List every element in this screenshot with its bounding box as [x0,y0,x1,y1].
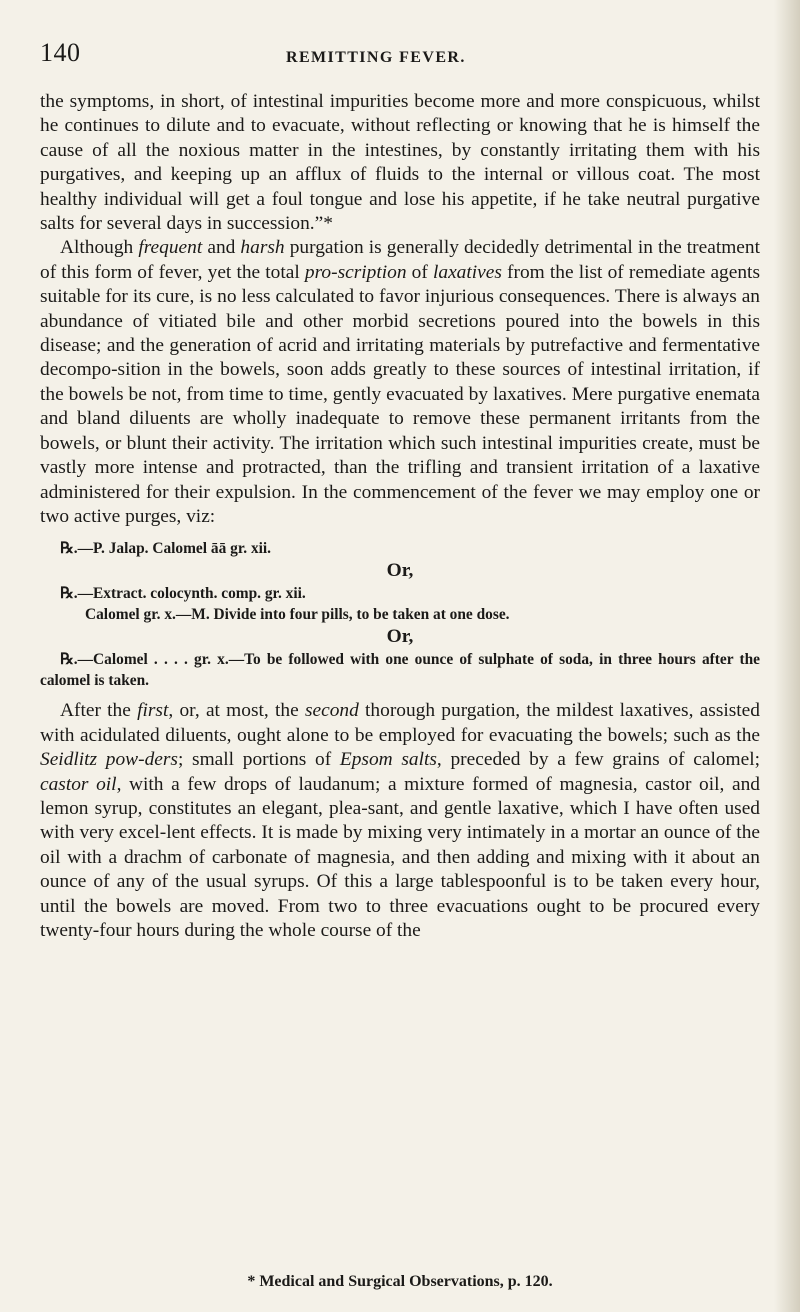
emphasis-first: first [137,700,169,722]
text-run: ; small portions of [177,749,340,771]
emphasis-laxatives: laxatives [432,261,502,283]
or-separator-2: Or, [386,626,414,648]
emphasis-second: second [304,700,359,722]
text-run: from the list of remediate agents suitable for its cure, is no less calculated to favor injurious consequences. There is always an abundance of vitiated bile and other morbid secretions poured into the bowels in this disease; and the generation of acrid and irritating materials by putrefactive and fermentative decompo-sition in the bowels, soon adds greatly to these sources of intestinal irritation, if the bowels be not, from time to time, gently evacuated by laxatives. Mere purgative enemata and bland diluents are wholly inadequate to remove these permanent irritants from the bowels, or blunt their activity. The irritation which such intestinal impurities create, must be vastly more intense and protracted, than the trifling and transient irritation of a laxative administered for their expulsion. In the commencement of the fever we may employ one or two active purges, viz: [40,261,760,527]
prescription-2-line-1: ℞.—Extract. colocynth. comp. gr. xii. [60,585,306,603]
paragraph-2 [40,236,760,529]
emphasis-proscription: pro-scription [304,261,407,283]
text-run: thorough purgation, the mildest laxatives, assisted with acidulated diluents, ought alone to be employed for evacuating the bowels; such as the [40,700,760,746]
text-run: After the [60,700,138,722]
text-run: purgation is generally decidedly detrimental in the treatment of this form of fever, yet the total [40,237,760,283]
body-text [40,90,760,943]
running-head: REMITTING FEVER. [286,49,466,66]
or-separator-1: Or, [386,560,414,582]
emphasis-frequent: frequent [138,237,203,259]
paragraph-1: the symptoms, in short, of intestinal impurities become more and more conspicuous, whilst he continues to dilute and to evacuate, without reflecting or knowing that he is himself the cause of all the noxious matter in the intestines, by constantly irritating them with his purgatives, and keeping up an afflux of fluids to the internal or villous coat. The most healthy individual will get a foul tongue and lose his appetite, if he take neutral purgative salts for several days in succession.”* [40,91,760,235]
paragraph-3 [40,699,760,943]
emphasis-seidlitz-powders: Seidlitz pow-ders [40,749,178,771]
text-run: of [406,261,433,283]
prescription-3: ℞.—Calomel . . . . gr. x.—To be followed with one ounce of sulphate of soda, in three hours after the calomel is taken. [40,651,760,690]
prescription-1: ℞.—P. Jalap. Calomel āā gr. xii. [60,540,272,558]
page-edge-shadow [774,0,800,1312]
emphasis-epsom-salts: Epsom salts [339,749,437,771]
page-number: 140 [40,38,81,67]
text-run: and [202,237,241,259]
text-run: , with a few drops of laudanum; a mixture formed of magnesia, castor oil, and lemon syrup, constitutes an elegant, plea-sant, and gentle laxative, which I have often used with very excel-lent effects. It is made by mixing very intimately in a mortar an ounce of the oil with a drachm of carbonate of magnesia, and then adding and mixing with it about an ounce of any of the usual syrups. Of this a large tablespoonful is to be taken every hour, until the bowels are moved. From two to three evacuations ought to be procured every twenty-four hours during the whole course of the [40,773,760,941]
text-run: , preceded by a few grains of calomel; [436,749,760,771]
prescription-2-line-2: Calomel gr. x.—M. Divide into four pills, to be taken at one dose. [85,606,510,624]
emphasis-harsh: harsh [240,237,285,259]
emphasis-castor-oil: castor oil [40,773,117,795]
text-run: Although [60,237,139,259]
text-run: , or, at most, the [168,700,305,722]
footnote: * Medical and Surgical Observations, p. 120. [247,1273,553,1290]
